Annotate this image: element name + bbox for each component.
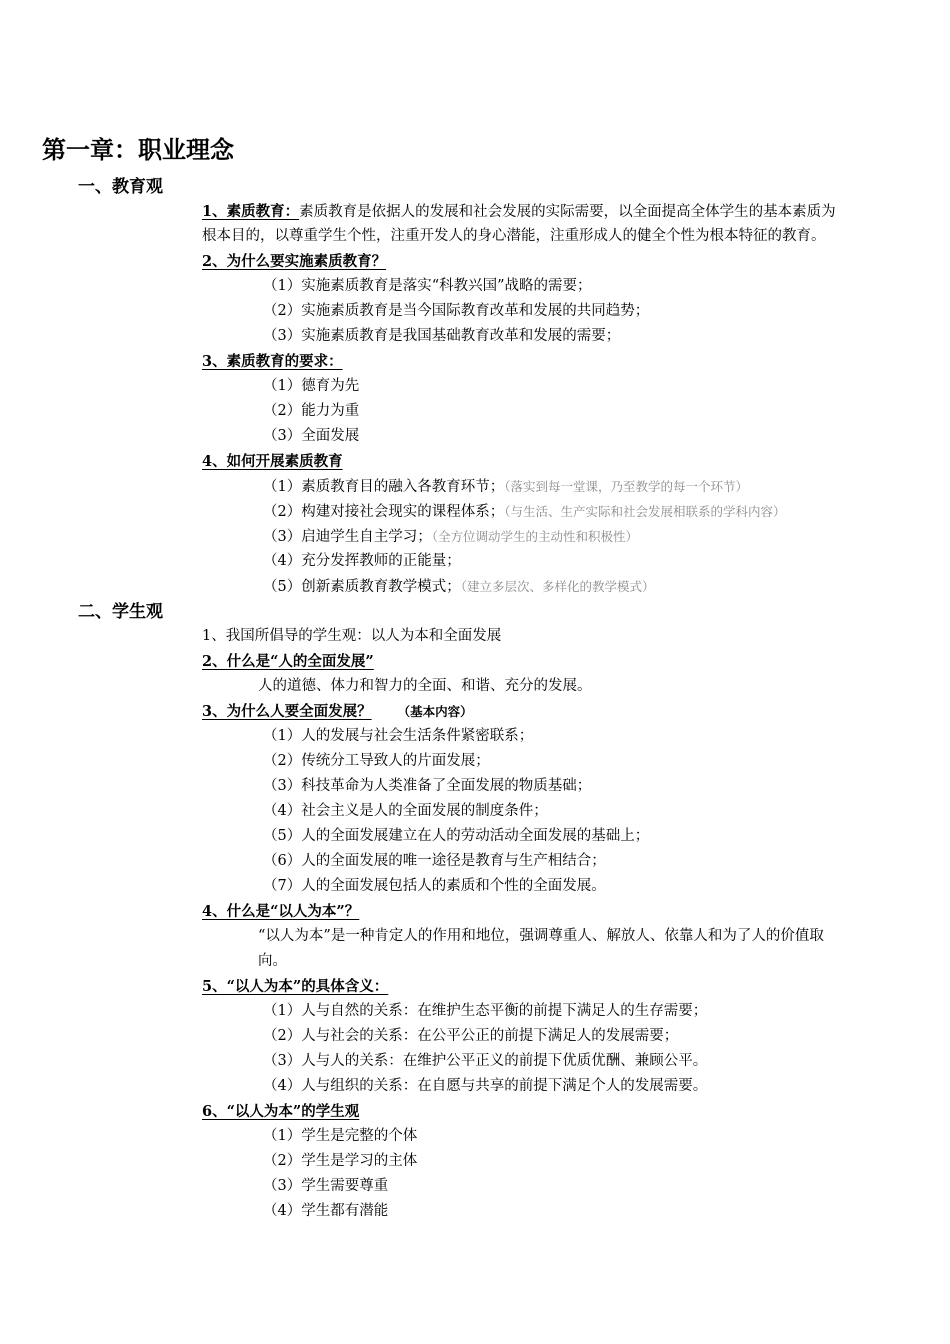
- heading-text: 2、什么是“人的全面发展”: [202, 653, 374, 670]
- list-item: [263, 474, 748, 500]
- list-item: （2）学生是学习的主体: [263, 1153, 418, 1169]
- section-title-education: 一、教育观: [78, 177, 163, 197]
- heading-text: 4、如何开展素质教育: [202, 453, 343, 470]
- item-note: （落实到每一堂课，乃至教学的每一个环节）: [504, 479, 748, 494]
- list-item: （1）实施素质教育是落实“科教兴国”战略的需要；: [263, 278, 592, 294]
- heading-text: 3、为什么人要全面发展？: [202, 703, 372, 720]
- list-item: （6）人的全面发展的唯一途径是教育与生产相结合；: [263, 853, 606, 869]
- heading-people-oriented: [202, 899, 359, 924]
- student-view-statement: 1、我国所倡导的学生观：以人为本和全面发展: [202, 628, 502, 644]
- heading-requirements: [202, 349, 343, 374]
- list-item: （3）人与人的关系：在维护公平正义的前提下优质优酬、兼顾公平。: [263, 1053, 708, 1069]
- definition-text: 人的道德、体力和智力的全面、和谐、充分的发展。: [258, 678, 592, 694]
- list-item: （1）人与自然的关系：在维护生态平衡的前提下满足人的生存需要；: [263, 1003, 708, 1019]
- item-text: （5）创新素质教育教学模式；: [263, 579, 461, 595]
- heading-text: 3、素质教育的要求：: [202, 353, 343, 370]
- heading-text: 6、“以人为本”的学生观: [202, 1103, 360, 1120]
- heading-quality-education: [202, 199, 836, 225]
- list-item: （2）人与社会的关系：在公平公正的前提下满足人的发展需要；: [263, 1028, 679, 1044]
- heading-why-all-round: [202, 699, 473, 724]
- heading-specific-meaning: [202, 974, 388, 999]
- heading-note: （基本内容）: [397, 704, 473, 719]
- heading-text: 5、“以人为本”的具体含义：: [202, 978, 389, 995]
- heading-all-round-development: [202, 649, 374, 674]
- item-text: （4）充分发挥教师的正能量；: [263, 553, 461, 569]
- definition-text: “以人为本”是一种肯定人的作用和地位，强调尊重人、解放人、依靠人和为了人的价值取: [258, 928, 824, 944]
- item-text: （1）素质教育目的融入各教育环节；: [263, 479, 505, 495]
- list-item: （1）学生是完整的个体: [263, 1128, 418, 1144]
- list-item: （2）传统分工导致人的片面发展；: [263, 753, 490, 769]
- list-item: （2）能力为重: [263, 403, 360, 419]
- item-note: （全方位调动学生的主动性和积极性）: [431, 529, 638, 544]
- list-item: [263, 524, 638, 550]
- definition-text-continued: 向。: [258, 953, 287, 969]
- list-item: [263, 549, 461, 574]
- heading-student-view: [202, 1099, 359, 1124]
- item-text: （3）启迪学生自主学习；: [263, 529, 432, 545]
- list-item: [263, 574, 655, 600]
- item-text: （2）构建对接社会现实的课程体系；: [263, 504, 505, 520]
- list-item: （5）人的全面发展建立在人的劳动活动全面发展的基础上；: [263, 828, 650, 844]
- heading-label: 1、素质教育：: [202, 203, 300, 220]
- list-item: （4）人与组织的关系：在自愿与共享的前提下满足个人的发展需要。: [263, 1078, 708, 1094]
- list-item: （3）学生需要尊重: [263, 1178, 389, 1194]
- list-item: （3）科技革命为人类准备了全面发展的物质基础；: [263, 778, 592, 794]
- list-item: （4）学生都有潜能: [263, 1203, 389, 1219]
- list-item: （7）人的全面发展包括人的素质和个性的全面发展。: [263, 878, 606, 894]
- list-item: （2）实施素质教育是当今国际教育改革和发展的共同趋势；: [263, 303, 650, 319]
- section-title-student: 二、学生观: [78, 602, 163, 622]
- list-item: （1）人的发展与社会生活条件紧密联系；: [263, 728, 534, 744]
- list-item: （3）实施素质教育是我国基础教育改革和发展的需要；: [263, 328, 621, 344]
- item-note: （与生活、生产实际和社会发展相联系的学科内容）: [504, 504, 786, 519]
- chapter-title: 第一章：职业理念: [42, 135, 234, 164]
- list-item: （4）社会主义是人的全面发展的制度条件；: [263, 803, 548, 819]
- heading-text: 2、为什么要实施素质教育？: [202, 253, 387, 270]
- definition-text: 素质教育是依据人的发展和社会发展的实际需要，以全面提高全体学生的基本素质为: [299, 204, 836, 220]
- list-item: [263, 499, 786, 525]
- list-item: （3）全面发展: [263, 428, 360, 444]
- list-item: （1）德育为先: [263, 378, 360, 394]
- definition-text-continued: 根本目的，以尊重学生个性，注重开发人的身心潜能，注重形成人的健全个性为根本特征的教育。: [202, 228, 826, 244]
- heading-how-to-implement: [202, 449, 343, 474]
- heading-why-quality-education: [202, 249, 386, 274]
- item-note: （建立多层次、多样化的教学模式）: [460, 579, 655, 594]
- heading-text: 4、什么是“以人为本”？: [202, 903, 360, 920]
